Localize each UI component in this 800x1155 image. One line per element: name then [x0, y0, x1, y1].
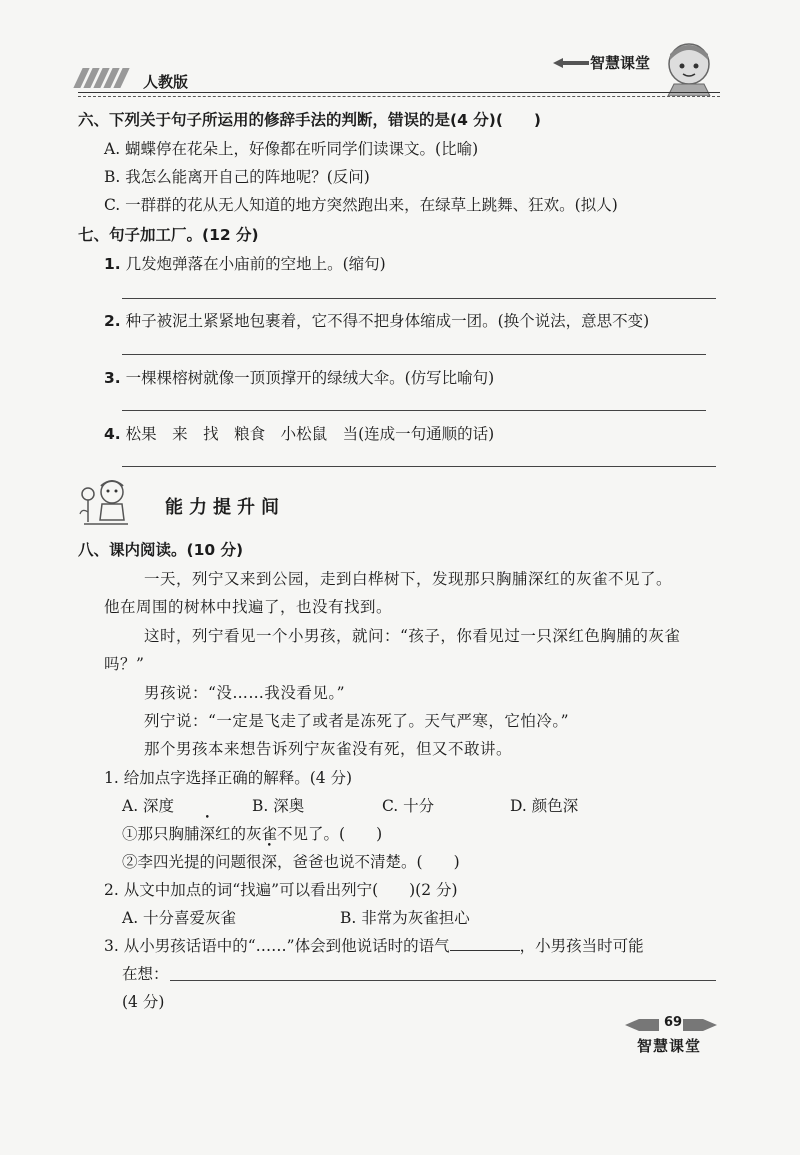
thought-answer-line[interactable] [170, 980, 716, 981]
q1-sub-question-1 [122, 822, 382, 844]
dotted-char: 深 [199, 825, 216, 843]
section7-item-2 [104, 309, 649, 331]
header-rule [78, 92, 720, 93]
question-1-title: 1. 给加点字选择正确的解释。(4 分) [104, 769, 353, 787]
section6-option-b: B. 我怎么能离开自己的阵地呢？(反问) [104, 168, 370, 186]
item-text: 几发炮弹落在小庙前的空地上。(缩句) [125, 255, 386, 273]
item-number: 1. [104, 255, 121, 273]
q1-choice-c: C. 十分 [382, 797, 435, 815]
dotted-char: 深 [261, 853, 278, 871]
text: ，小男孩当时可能 [519, 937, 644, 955]
answer-line-4[interactable] [122, 466, 716, 467]
section-band-title: 能力提升间 [165, 497, 285, 518]
tone-blank[interactable] [450, 936, 520, 951]
item-number: 4. [104, 425, 121, 443]
passage-line-2: 他在周围的树林中找遍了，也没有找到。 [104, 598, 393, 616]
item-text: 种子被泥土紧紧地包裹着，它不得不把身体缩成一团。(换个说法，意思不变) [125, 312, 650, 330]
footer-brand: 智慧课堂 [637, 1037, 702, 1055]
reading-girl-icon [76, 476, 134, 528]
section7-item-1 [104, 252, 386, 274]
q1-choice-b: B. 深奥 [252, 797, 305, 815]
passage-line-4: 吗？” [104, 655, 145, 673]
section7-item-3 [104, 366, 494, 388]
edition-label: 人教版 [143, 73, 189, 91]
header-brand: 智慧课堂 [590, 54, 651, 72]
text: 红的灰雀不见了。( ) [215, 825, 383, 843]
passage-line-7: 那个男孩本来想告诉列宁灰雀没有死，但又不敢讲。 [144, 740, 513, 758]
q2-choice-b: B. 非常为灰雀担心 [340, 909, 470, 927]
text: ，爸爸也说不清楚。( ) [277, 853, 460, 871]
question-3-points: (4 分) [122, 993, 165, 1011]
header-stripes-decoration [78, 68, 125, 88]
q1-sub-question-2 [122, 850, 460, 872]
section6-title: 六、下列关于句子所运用的修辞手法的判断，错误的是(4 分)( ) [78, 111, 542, 129]
passage-line-6: 列宁说：“一定是飞走了或者是冻死了。天气严寒，它怕冷。” [144, 712, 570, 730]
passage-line-1: 一天，列宁又来到公园，走到白桦树下，发现那只胸脯深红的灰雀不见了。 [144, 570, 673, 588]
item-number: 2. [104, 312, 121, 330]
question-2-title: 2. 从文中加点的词“找遍”可以看出列宁( )(2 分) [104, 881, 458, 899]
mascot-girl-icon [660, 40, 718, 96]
passage-line-3: 这时，列宁看见一个小男孩，就问：“孩子，你看见过一只深红色胸脯的灰雀 [144, 627, 681, 645]
text: ②李四光提的问题很 [122, 853, 262, 871]
item-text: 松果 来 找 粮食 小松鼠 当(连成一句通顺的话) [125, 425, 495, 443]
question-3-line-2: 在想： [122, 965, 169, 983]
item-number: 3. [104, 369, 121, 387]
header-dashed-rule [78, 96, 720, 97]
question-3-line-1 [104, 934, 644, 956]
section6-option-c: C. 一群群的花从无人知道的地方突然跑出来，在绿草上跳舞、狂欢。(拟人) [104, 196, 618, 214]
answer-line-3[interactable] [122, 410, 706, 411]
q1-choice-d: D. 颜色深 [510, 797, 579, 815]
answer-line-1[interactable] [122, 298, 716, 299]
section7-item-4 [104, 422, 494, 444]
text: ①那只胸脯 [122, 825, 200, 843]
q2-choice-a: A. 十分喜爱灰雀 [122, 909, 237, 927]
page-number: 69 [664, 1015, 683, 1030]
answer-line-2[interactable] [122, 354, 706, 355]
arrow-decoration-icon [553, 57, 589, 69]
section6-option-a: A. 蝴蝶停在花朵上，好像都在听同学们读课文。(比喻) [104, 140, 479, 158]
q1-choice-a: A. 深度 [122, 797, 175, 815]
section7-title: 七、句子加工厂。(12 分) [78, 226, 259, 244]
text: 3. 从小男孩话语中的“……”体会到他说话时的语气 [104, 937, 450, 955]
section8-title: 八、课内阅读。(10 分) [78, 541, 244, 559]
passage-line-5: 男孩说：“没……我没看见。” [144, 684, 346, 702]
item-text: 一棵棵榕树就像一顶顶撑开的绿绒大伞。(仿写比喻句) [125, 369, 495, 387]
